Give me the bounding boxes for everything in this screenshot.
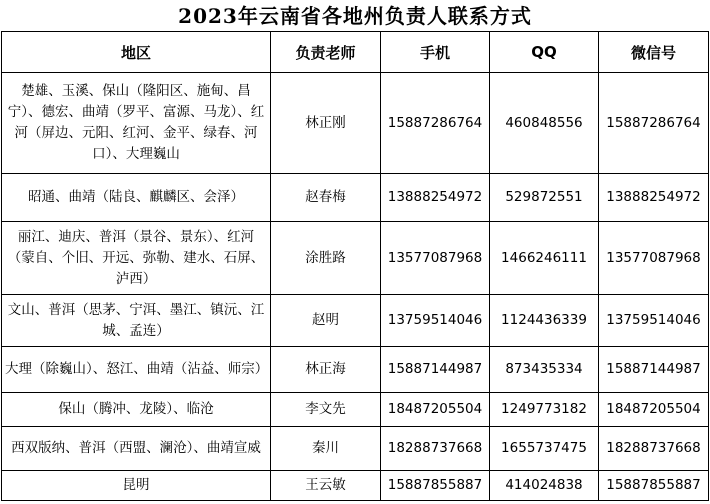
qq-cell: 460848556 (490, 73, 599, 174)
phone-cell: 18487205504 (381, 393, 490, 427)
teacher-cell: 林正刚 (271, 73, 381, 174)
phone-cell: 15887286764 (381, 73, 490, 174)
teacher-cell: 林正海 (271, 347, 381, 393)
header-region: 地区 (2, 32, 271, 73)
region-cell: 保山（腾冲、龙陵）、临沧 (2, 393, 271, 427)
region-cell: 西双版纳、普洱（西盟、澜沧）、曲靖宣威 (2, 427, 271, 471)
wechat-cell: 13888254972 (599, 174, 709, 222)
phone-cell: 15887144987 (381, 347, 490, 393)
table-row (2, 174, 709, 222)
qq-cell: 414024838 (490, 471, 599, 501)
page-title: 2023年云南省各地州负责人联系方式 (178, 4, 532, 28)
header-row (2, 32, 709, 73)
header-wechat: 微信号 (599, 32, 709, 73)
teacher-cell: 秦川 (271, 427, 381, 471)
table-row (2, 427, 709, 471)
phone-cell: 13759514046 (381, 295, 490, 347)
contact-table (1, 31, 709, 501)
phone-cell: 13888254972 (381, 174, 490, 222)
header-qq: QQ (490, 32, 599, 73)
header-phone: 手机 (381, 32, 490, 73)
teacher-cell: 赵春梅 (271, 174, 381, 222)
region-cell: 大理（除巍山）、怒江、曲靖（沾益、师宗） (2, 347, 271, 393)
teacher-cell: 李文先 (271, 393, 381, 427)
table-row (2, 471, 709, 501)
teacher-cell: 赵明 (271, 295, 381, 347)
table-row (2, 347, 709, 393)
qq-cell: 1466246111 (490, 222, 599, 295)
region-cell: 楚雄、玉溪、保山（隆阳区、施甸、昌宁）、德宏、曲靖（罗平、富源、马龙）、红河（屏边、元阳、红河、金平、绿春、河口）、大理巍山 (2, 73, 271, 174)
wechat-cell: 18288737668 (599, 427, 709, 471)
wechat-cell: 18487205504 (599, 393, 709, 427)
teacher-cell: 王云敏 (271, 471, 381, 501)
region-cell: 昭通、曲靖（陆良、麒麟区、会泽） (2, 174, 271, 222)
region-cell: 文山、普洱（思茅、宁洱、墨江、镇沅、江城、孟连） (2, 295, 271, 347)
wechat-cell: 13577087968 (599, 222, 709, 295)
phone-cell: 13577087968 (381, 222, 490, 295)
phone-cell: 15887855887 (381, 471, 490, 501)
header-teacher: 负责老师 (271, 32, 381, 73)
qq-cell: 873435334 (490, 347, 599, 393)
table-row (2, 73, 709, 174)
region-cell: 昆明 (2, 471, 271, 501)
table-row (2, 295, 709, 347)
qq-cell: 1655737475 (490, 427, 599, 471)
wechat-cell: 15887855887 (599, 471, 709, 501)
qq-cell: 529872551 (490, 174, 599, 222)
table-row (2, 393, 709, 427)
wechat-cell: 15887286764 (599, 73, 709, 174)
table-row (2, 222, 709, 295)
teacher-cell: 涂胜路 (271, 222, 381, 295)
phone-cell: 18288737668 (381, 427, 490, 471)
wechat-cell: 15887144987 (599, 347, 709, 393)
wechat-cell: 13759514046 (599, 295, 709, 347)
qq-cell: 1124436339 (490, 295, 599, 347)
region-cell: 丽江、迪庆、普洱（景谷、景东）、红河（蒙自、个旧、开远、弥勒、建水、石屏、泸西） (2, 222, 271, 295)
qq-cell: 1249773182 (490, 393, 599, 427)
